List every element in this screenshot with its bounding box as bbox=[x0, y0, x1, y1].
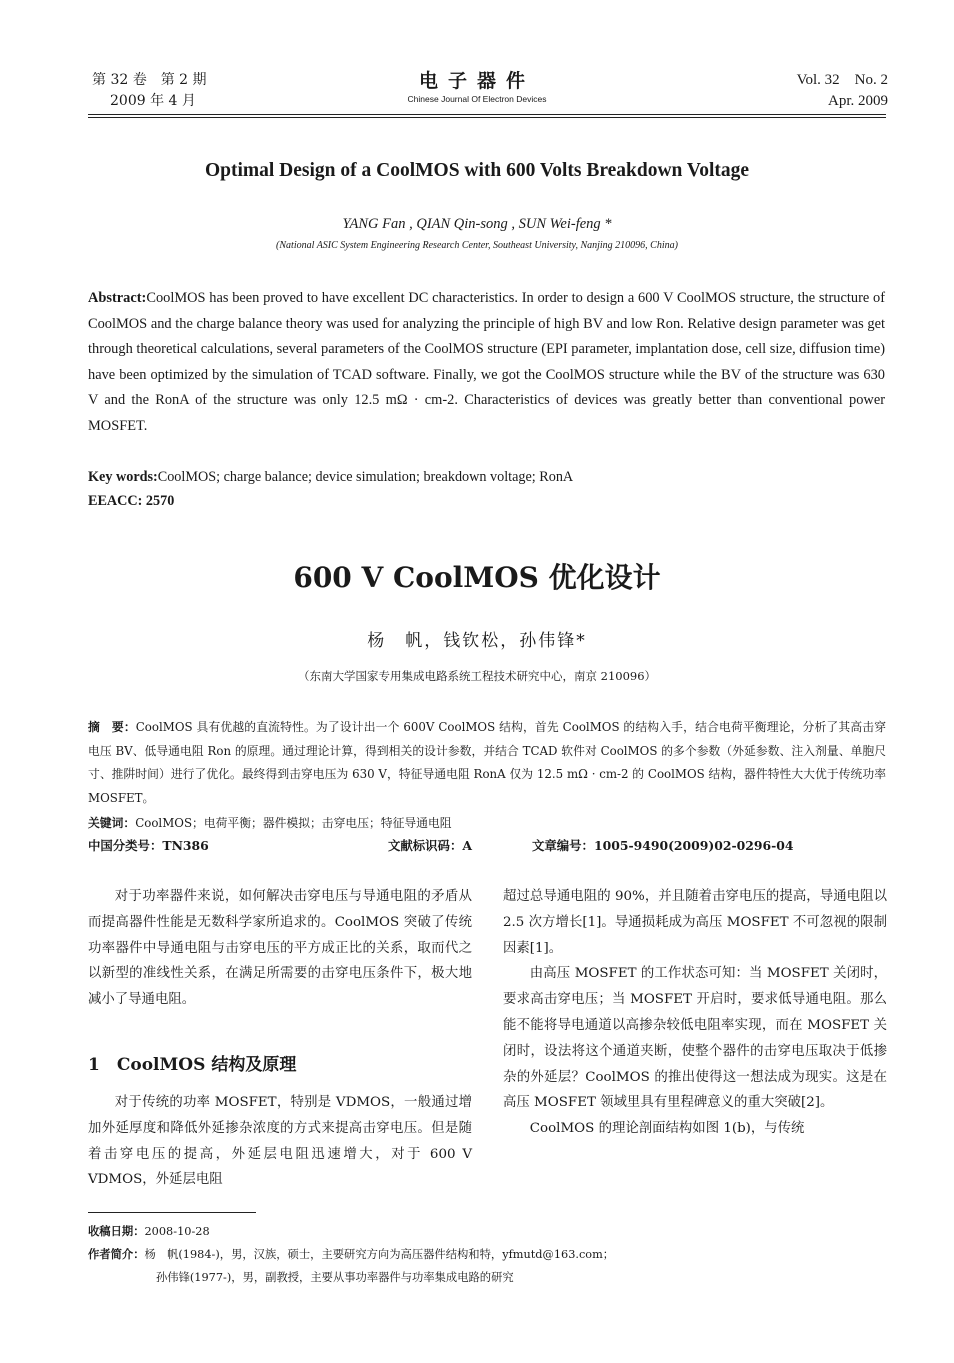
english-keywords bbox=[88, 465, 885, 489]
chinese-keywords bbox=[88, 812, 886, 835]
chinese-authors: 杨 帆，钱钦松，孙伟锋* bbox=[367, 631, 587, 651]
date-en: Apr. 2009 bbox=[828, 93, 888, 109]
section-heading: 1 CoolMOS 结构及原理 bbox=[88, 1055, 297, 1075]
header-rule bbox=[88, 114, 886, 118]
abstract-label: Abstract: bbox=[88, 290, 147, 306]
body-right-column bbox=[503, 884, 887, 1142]
keywords-label: Key words: bbox=[88, 469, 158, 485]
body-right-paragraph-1: 超过总导通电阻的 90%，并且随着击穿电压的提高，导通电阻以 2.5 次方增长[1]。导通损耗成为高压 MOSFET 不可忽视的限制因素[1]。 bbox=[503, 889, 887, 956]
chinese-abstract bbox=[88, 716, 886, 810]
body-left-paragraph-2: 对于传统的功率 MOSFET，特别是 VDMOS，一般通过增加外延厚度和降低外延掺杂浓度的方式来提高击穿电压。但是随着击穿电压的提高，外延层电阻迅速增大，对于 600 V VDMOS，外延层电阻 bbox=[88, 1095, 472, 1188]
abstract-text: CoolMOS has been proved to have excellent DC characteristics. In order to design a 600 V CoolMOS structure, the structure of CoolMOS and the charge balance theory was used for analyzing the principle of high BV and low Ron. Relative design parameter was get through theoretical calculations, several parameters of the CoolMOS structure (EPI parameter, implantation dose, cell size, diffusion time) have been optimized by the simulation of TCAD software. Finally, we got the CoolMOS structure while the BV of the structure was 630 V and the RonA of the structure was only 12.5 mΩ · cm-2. Characteristics of devices was greatly better than conventional power MOSFET. bbox=[88, 290, 885, 434]
author-bio-2: 孙伟锋(1977-)，男，副教授，主要从事功率器件与功率集成电路的研究 bbox=[156, 1271, 514, 1284]
volume-en: Vol. 32 No. 2 bbox=[796, 72, 888, 88]
footnotes bbox=[88, 1220, 888, 1289]
english-title: Optimal Design of a CoolMOS with 600 Volts Breakdown Voltage bbox=[204, 160, 750, 181]
volume-cn: 第 32 卷 第 2 期 bbox=[92, 72, 207, 88]
body-right-paragraph-3: CoolMOS 的理论剖面结构如图 1(b)，与传统 bbox=[529, 1121, 805, 1137]
chinese-title: 600 V CoolMOS 优化设计 bbox=[293, 561, 661, 594]
english-abstract bbox=[88, 286, 885, 440]
chinese-affiliation: （东南大学国家专用集成电路系统工程技术研究中心，南京 210096） bbox=[297, 669, 657, 683]
keywords-text: CoolMOS; charge balance; device simulation; breakdown voltage; RonA bbox=[157, 469, 574, 485]
cn-keywords-text: CoolMOS；电荷平衡；器件模拟；击穿电压；特征导通电阻 bbox=[135, 816, 452, 830]
journal-title-cn: 电子器件 bbox=[418, 70, 535, 92]
cn-abstract-label: 摘 要： bbox=[88, 720, 136, 734]
issue-info-en bbox=[797, 70, 888, 112]
document-code: 文献标识码：A bbox=[388, 838, 472, 853]
cn-keywords-label: 关键词： bbox=[88, 816, 136, 830]
received-date: 收稿日期：2008-10-28 bbox=[88, 1224, 210, 1238]
footnote-rule bbox=[88, 1212, 256, 1213]
english-affiliation: (National ASIC System Engineering Research Center, Southeast University, Nanjing 210096, China) bbox=[276, 240, 678, 251]
classification-number: 中国分类号：TN386 bbox=[88, 838, 209, 853]
article-number: 文章编号：1005-9490(2009)02-0296-04 bbox=[532, 838, 794, 853]
date-cn: 2009 年 4 月 bbox=[110, 93, 196, 109]
cn-abstract-text: CoolMOS 具有优越的直流特性。为了设计出一个 600V CoolMOS 结构，首先 CoolMOS 的结构入手，结合电荷平衡理论，分析了其高击穿电压 BV、低导通电阻 Ron 的原理。通过理论计算，得到相关的设计参数，并结合 TCAD 软件对 CoolMOS 的多个参数（外延参数、注入剂量、单胞尺寸、推阱时间）进行了优化。最终得到击穿电压为 630 V，特征导通电阻 RonA 仅为 12.5 mΩ · cm-2 的 CoolMOS 结构，器件特性大大优于传统功率 MOSFET。 bbox=[88, 720, 886, 805]
body-right-paragraph-2: 由高压 MOSFET 的工作状态可知：当 MOSFET 关闭时，要求高击穿电压；当 MOSFET 开启时，要求低导通电阻。那么能不能将导电通道以高掺杂较低电阻率实现，而在 MOSFET 关闭时，设法将这个通道夹断，使整个器件的击穿电压取决于低掺杂的外延层？CoolMOS 的推出使得这一想法成为现实。这是在高压 MOSFET 领域里具有里程碑意义的重大突破[2]。 bbox=[503, 966, 887, 1111]
english-keywords-block bbox=[88, 465, 885, 513]
eeacc-code: EEACC: 2570 bbox=[88, 493, 175, 509]
journal-title-en: Chinese Journal Of Electron Devices bbox=[407, 94, 547, 104]
english-authors: YANG Fan , QIAN Qin-song , SUN Wei-feng * bbox=[342, 216, 612, 232]
body-left-paragraph-1: 对于功率器件来说，如何解决击穿电压与导通电阻的矛盾从而提高器件性能是无数科学家所追求的。CoolMOS 突破了传统功率器件中导通电阻与击穿电压的平方成正比的关系，取而代之以新型的准线性关系，在满足所需要的击穿电压条件下，极大地减小了导通电阻。 bbox=[88, 889, 472, 1008]
author-bio-1: 作者简介：杨 帆(1984-)，男，汉族，硕士，主要研究方向为高压器件结构和特，yfmutd@163.com； bbox=[88, 1247, 615, 1261]
